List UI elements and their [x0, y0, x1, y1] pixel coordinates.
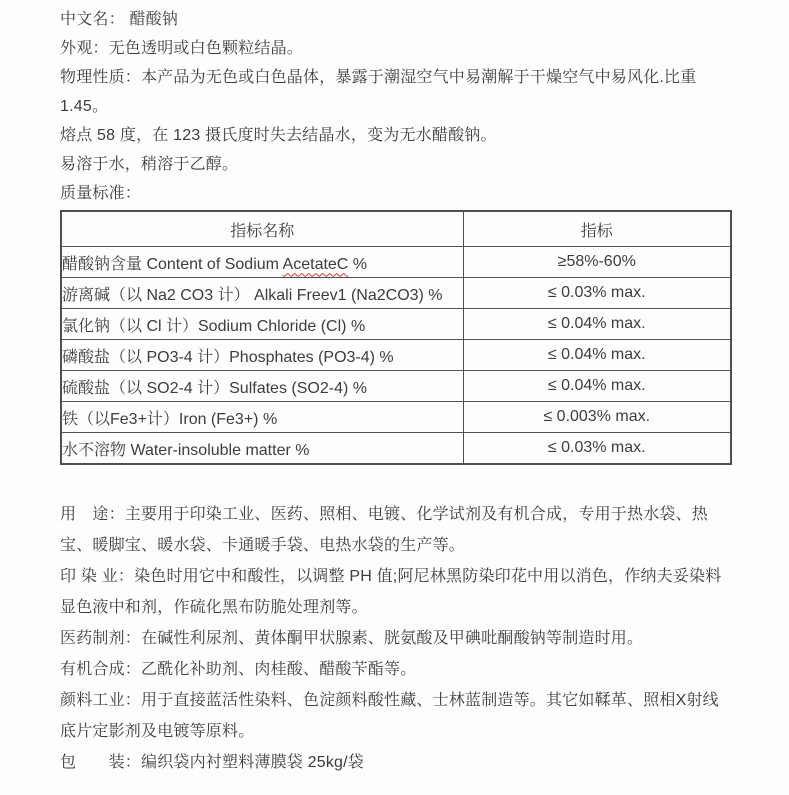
spec-value-cell: ≤ 0.04% max.	[463, 309, 731, 340]
line-melting-point: 熔点 58 度，在 123 摄氏度时失去结晶水，变为无水醋酸钠。	[60, 127, 497, 144]
paragraph-pharmaceutical: 医药制剂：在碱性利尿剂、黄体酮甲状腺素、胱氨酸及甲碘吡酮酸钠等制造时用。	[60, 630, 644, 647]
paragraph-pigment-industry: 颜料工业：用于直接蓝活性染料、色淀颜料酸性藏、士林蓝制造等。其它如鞣革、照相X射线底片定影剂及电镀等原料。	[60, 692, 719, 740]
spec-value-cell: ≤ 0.03% max.	[463, 433, 731, 465]
spec-table-header-value: 指标	[463, 211, 731, 247]
spec-name-cell: 铁（以Fe3+计）Iron (Fe3+) %	[61, 402, 463, 433]
line-appearance: 外观：无色透明或白色颗粒结晶。	[60, 40, 304, 57]
spec-table-header-name: 指标名称	[61, 211, 463, 247]
quality-standard-label: 质量标准：	[60, 185, 142, 202]
table-row-phosphates	[61, 340, 731, 371]
applications-section	[60, 499, 731, 778]
paragraph-dyeing-industry: 印 染 业：染色时用它中和酸性，以调整 PH 值;阿尼林黑防染印花中用以消色，作纳夫妥染料显色液中和剂，作硫化黑布防脆处理剂等。	[60, 568, 722, 616]
paragraph-packaging: 包 装：编织袋内衬塑料薄膜袋 25kg/袋	[60, 754, 364, 771]
spec-table-header-row	[61, 211, 731, 247]
spec-name-cell	[61, 247, 463, 278]
spec-value-cell: ≤ 0.003% max.	[463, 402, 731, 433]
table-row-iron	[61, 402, 731, 433]
line-physical-properties: 物理性质：本产品为无色或白色晶体，暴露于潮湿空气中易潮解于干燥空气中易风化.比重 1.45。	[60, 69, 697, 115]
spec-value-cell: ≤ 0.04% max.	[463, 371, 731, 402]
table-row-water-insoluble	[61, 433, 731, 465]
spec-value-cell: ≤ 0.04% max.	[463, 340, 731, 371]
table-row-sulfates	[61, 371, 731, 402]
paragraph-usage: 用 途：主要用于印染工业、医药、照相、电镀、化学试剂及有机合成，专用于热水袋、热宝、暖脚宝、暖水袋、卡通暖手袋、电热水袋的生产等。	[60, 506, 709, 554]
table-row-alkali-free	[61, 278, 731, 309]
spec-name-cell: 硫酸盐（以 SO2-4 计）Sulfates (SO2-4) %	[61, 371, 463, 402]
spec-name-cell: 游离碱（以 Na2 CO3 计） Alkali Freev1 (Na2CO3) %	[61, 278, 463, 309]
spec-value-cell: ≤ 0.03% max.	[463, 278, 731, 309]
spec-table	[60, 210, 732, 465]
intro-section	[60, 5, 731, 208]
spec-name-suffix: %	[348, 255, 368, 273]
paragraph-organic-synthesis: 有机合成：乙酰化补助剂、肉桂酸、醋酸苄酯等。	[60, 661, 417, 678]
line-chinese-name: 中文名： 醋酸钠	[60, 11, 179, 28]
spec-name-text: 醋酸钠含量 Content of Sodium	[62, 255, 283, 273]
spec-value-cell: ≥58%-60%	[463, 247, 731, 278]
spec-name-cell: 水不溶物 Water-insoluble matter %	[61, 433, 463, 465]
line-solubility: 易溶于水，稍溶于乙醇。	[60, 156, 239, 173]
table-row-sodium-acetate-content	[61, 247, 731, 278]
spec-name-cell: 磷酸盐（以 PO3-4 计）Phosphates (PO3-4) %	[61, 340, 463, 371]
spellcheck-underlined-word: AcetateC	[282, 255, 349, 273]
table-row-sodium-chloride	[61, 309, 731, 340]
spec-name-cell: 氯化钠（以 Cl 计）Sodium Chloride (Cl) %	[61, 309, 463, 340]
